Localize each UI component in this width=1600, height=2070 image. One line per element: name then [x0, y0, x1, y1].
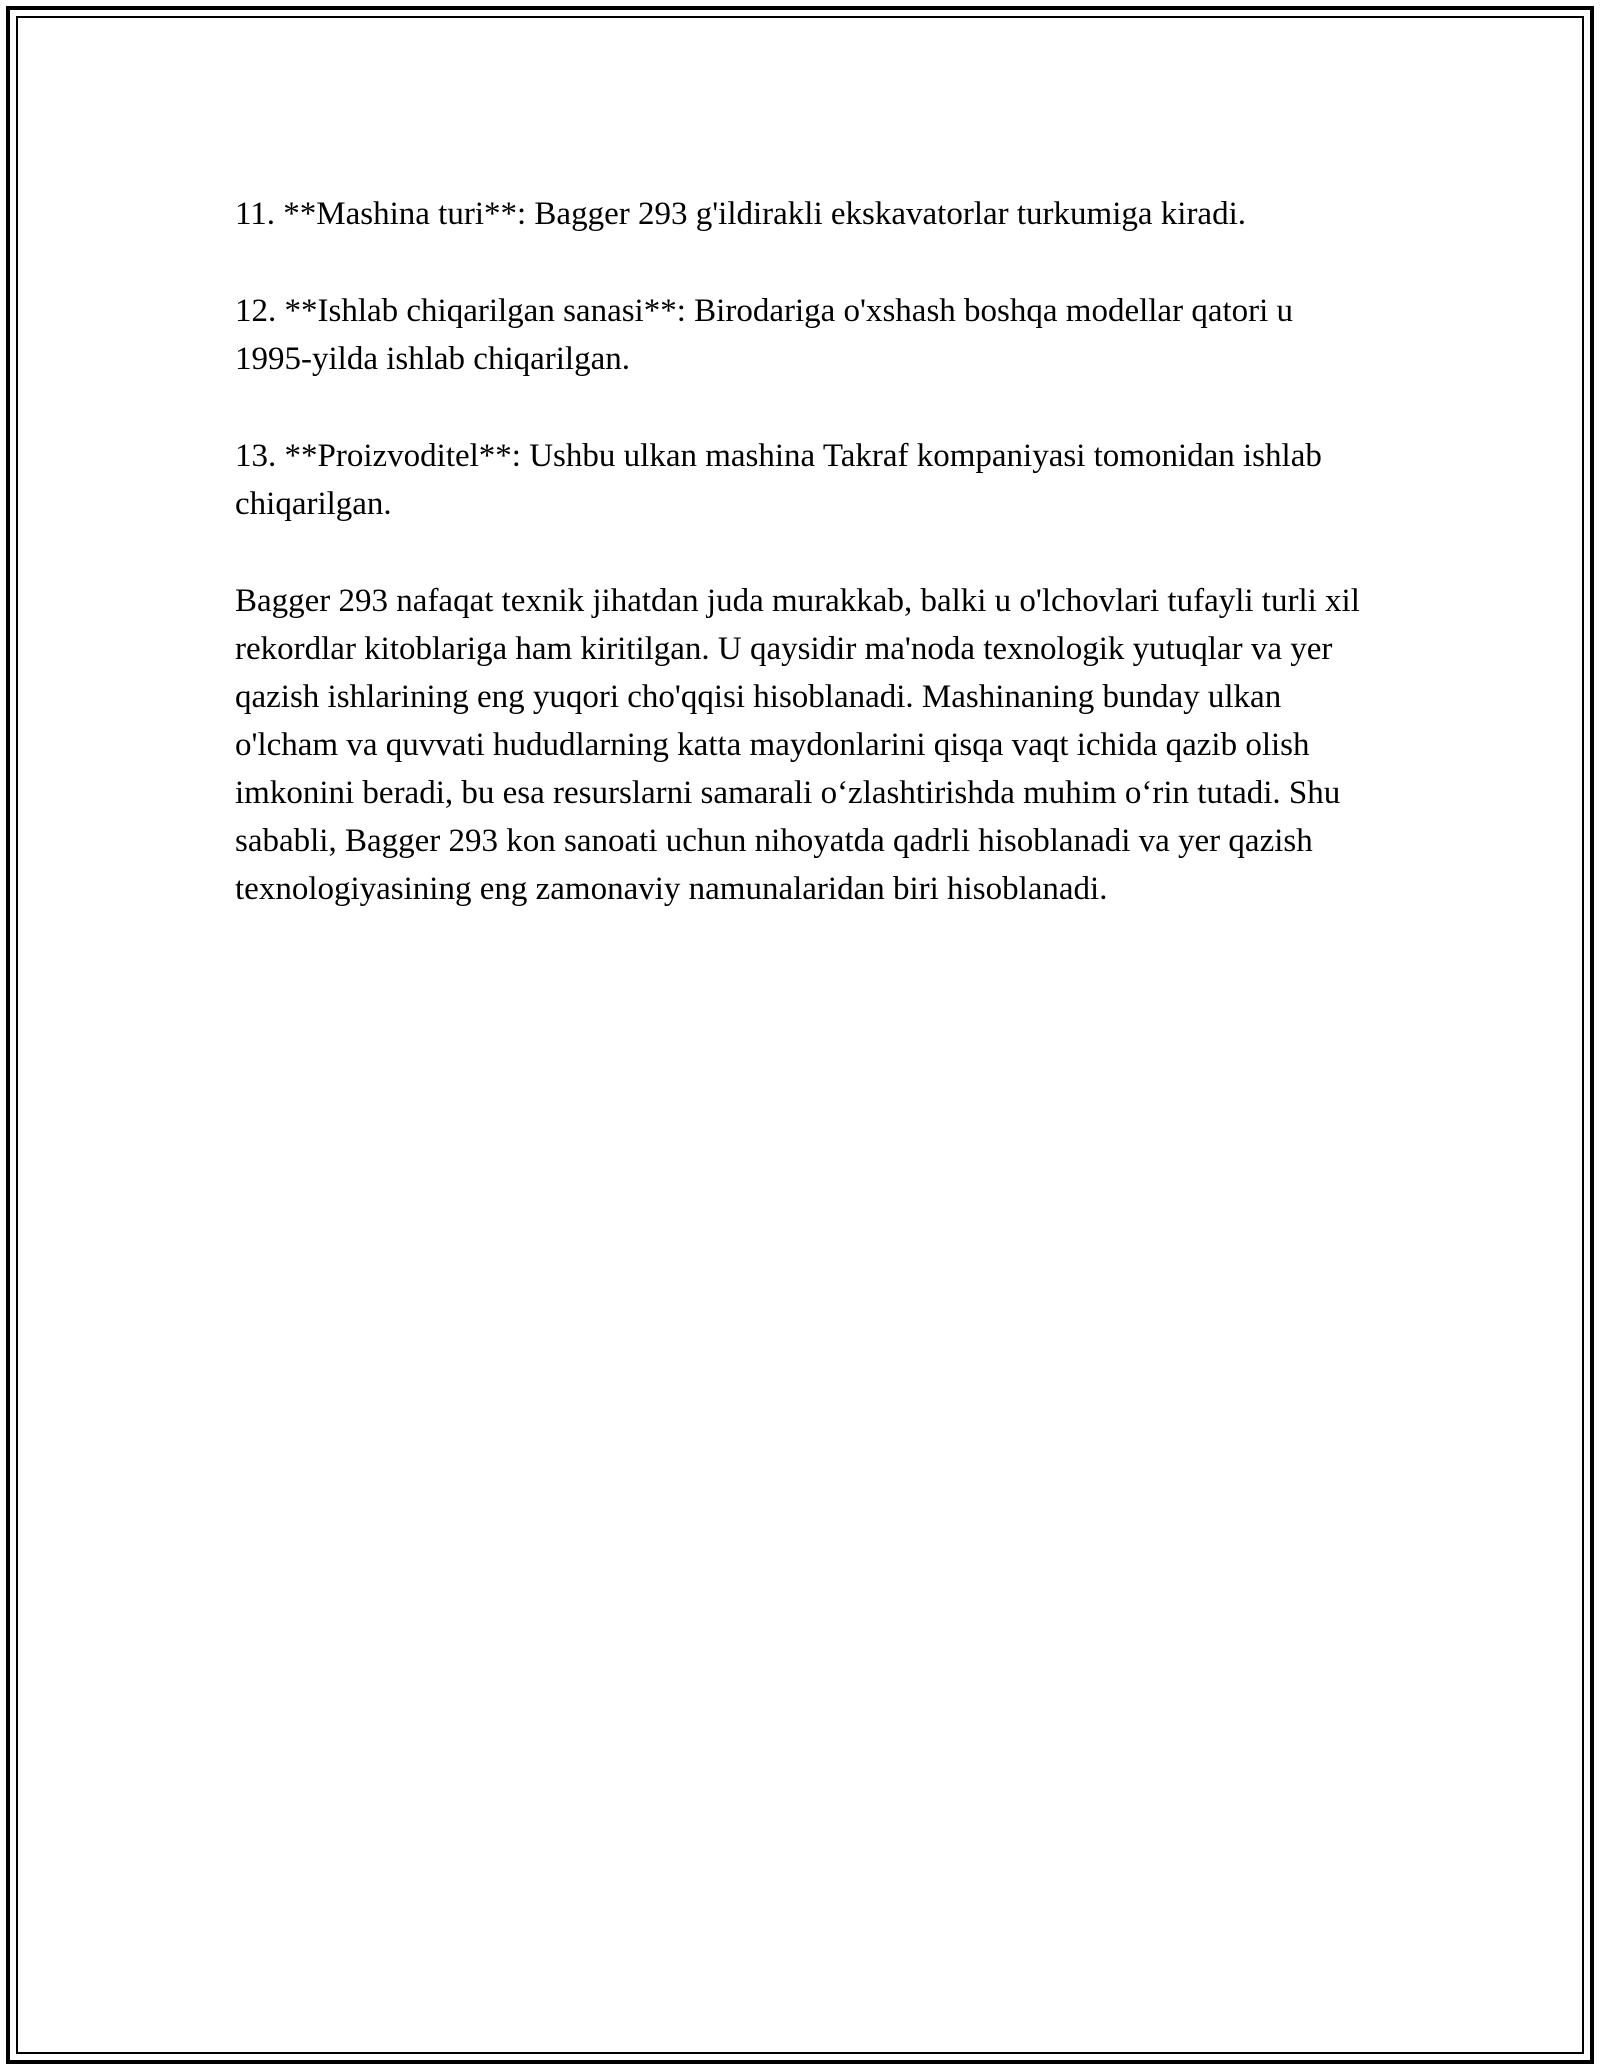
- document-body: [235, 190, 1370, 962]
- summary-paragraph: Bagger 293 nafaqat texnik jihatdan juda murakkab, balki u o'lchovlari tufayli turli xil rekordlar kitoblariga ham kiritilgan. U qaysidir ma'noda texnologik yutuqlar va yer qazish ishlarining eng yuqori cho'qqisi hisoblanadi. Mashinaning bunday ulkan o'lcham va quvvati hududlarning katta maydonlarini qisqa vaqt ichida qazib olish imkonini beradi, bu esa resurslarni samarali oʻzlashtirishda muhim oʻrin tutadi. Shu sababli, Bagger 293 kon sanoati uchun nihoyatda qadrli hisoblanadi va yer qazish texnologiyasining eng zamonaviy namunalaridan biri hisoblanadi.: [235, 583, 1360, 907]
- list-item-machine-type: 11. **Mashina turi**: Bagger 293 g'ildirakli ekskavatorlar turkumiga kiradi.: [235, 196, 1246, 232]
- list-item-production-date: 12. **Ishlab chiqarilgan sanasi**: Birodariga o'xshash boshqa modellar qatori u 1995-yilda ishlab chiqarilgan.: [235, 293, 1294, 377]
- list-item-manufacturer: 13. **Proizvoditel**: Ushbu ulkan mashina Takraf kompaniyasi tomonidan ishlab chiqarilgan.: [235, 438, 1322, 522]
